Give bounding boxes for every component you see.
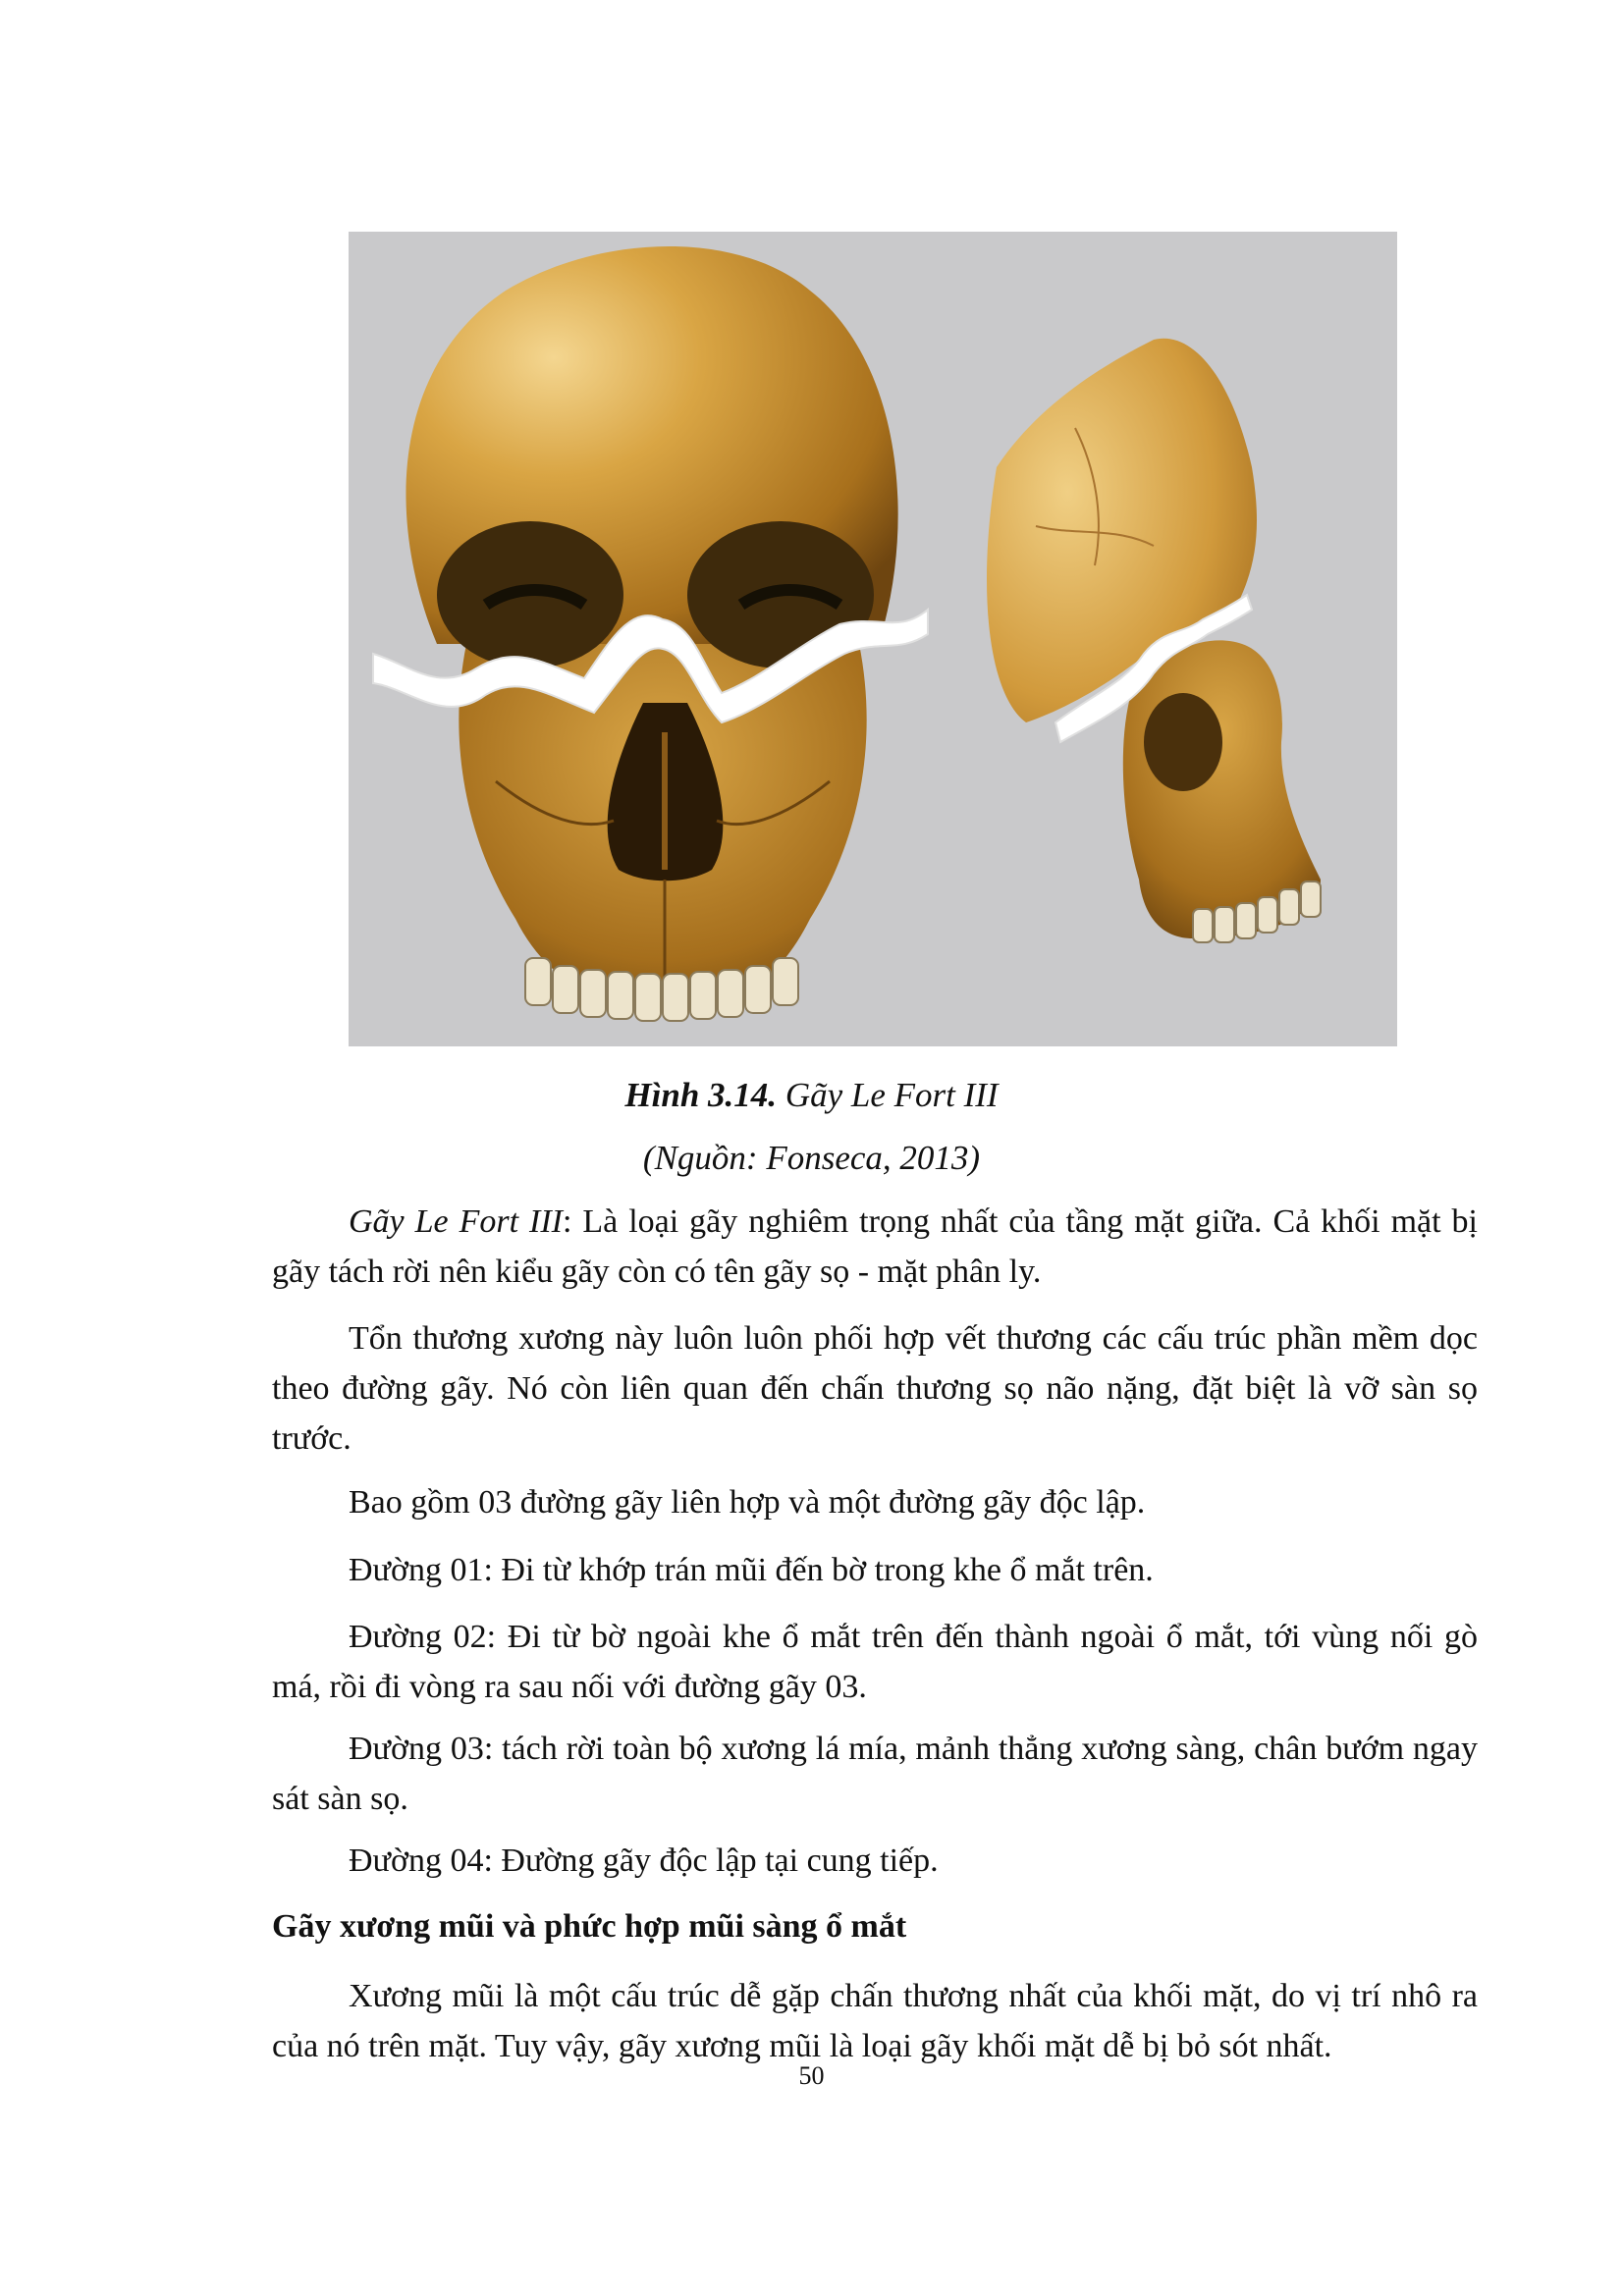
paragraph-line-03: Đường 03: tách rời toàn bộ xương lá mía, mảnh thẳng xương sàng, chân bướm ngay sát sàn sọ.	[272, 1731, 1478, 1817]
figure-caption	[0, 1076, 1623, 1115]
paragraph-line-02: Đường 02: Đi từ bờ ngoài khe ổ mắt trên đến thành ngoài ổ mắt, tới vùng nối gò má, rồi đi vòng ra sau nối với đường gãy 03.	[272, 1619, 1478, 1705]
skull-illustration	[349, 232, 1397, 1046]
section-heading: Gãy xương mũi và phức hợp mũi sàng ổ mắt	[272, 1908, 907, 1945]
figure-skull-le-fort-iii	[349, 232, 1397, 1046]
figure-source: (Nguồn: Fonseca, 2013)	[642, 1139, 981, 1177]
term-le-fort-iii: Gãy Le Fort III	[349, 1203, 563, 1240]
paragraph-le-fort-iii-definition: Gãy Le Fort III: Là loại gãy nghiêm trọng nhất của tầng mặt giữa. Cả khối mặt bị gãy tách rời nên kiểu gãy còn có tên gãy sọ - mặt phân ly.	[272, 1203, 1478, 1290]
paragraph-line-01: Đường 01: Đi từ khớp trán mũi đến bờ trong khe ổ mắt trên.	[349, 1552, 1154, 1588]
paragraph-nasal-bone: Xương mũi là một cấu trúc dễ gặp chấn thương nhất của khối mặt, do vị trí nhô ra của nó trên mặt. Tuy vậy, gãy xương mũi là loại gãy khối mặt dễ bị bỏ sót nhất.	[272, 1978, 1478, 2064]
page-number: 50	[798, 2061, 825, 2090]
figure-caption-label: Hình 3.14.	[624, 1076, 778, 1114]
paragraph-injury-association: Tổn thương xương này luôn luôn phối hợp vết thương các cấu trúc phần mềm dọc theo đường gãy. Nó còn liên quan đến chấn thương sọ não nặng, đặt biệt là vỡ sàn sọ trước.	[272, 1320, 1478, 1457]
figure-caption-title: Gãy Le Fort III	[777, 1076, 999, 1114]
paragraph-line-04: Đường 04: Đường gãy độc lập tại cung tiếp.	[349, 1842, 939, 1879]
paragraph-line-overview: Bao gồm 03 đường gãy liên hợp và một đường gãy độc lập.	[349, 1484, 1146, 1521]
